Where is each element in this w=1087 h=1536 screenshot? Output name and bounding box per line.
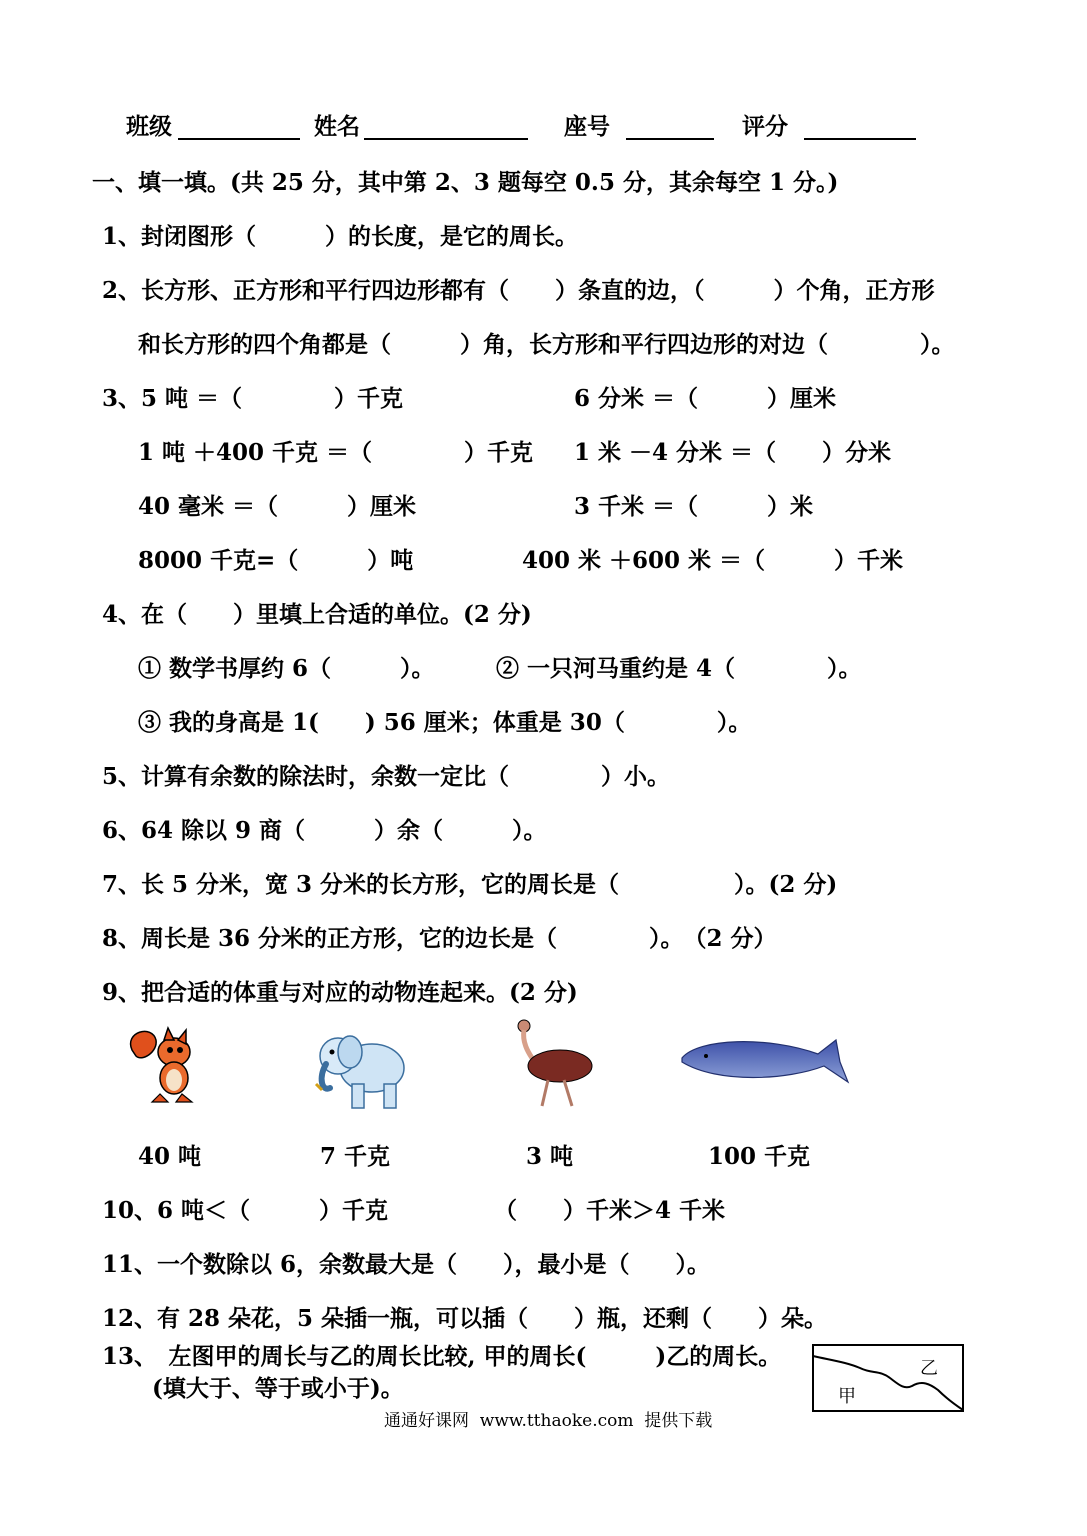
- question-8: 8、周长是 36 分米的正方形，它的边长是（ ）。 （2 分）: [102, 925, 777, 952]
- question-13-line2: (填大于、等于或小于)。: [152, 1375, 404, 1402]
- class-blank[interactable]: [178, 138, 300, 140]
- question-13-line1: 13、 左图甲的周长与乙的周长比较, 甲的周长( )乙的周长。: [102, 1343, 782, 1370]
- question-3e: 40 毫米 ＝（ ）厘米: [138, 493, 417, 520]
- question-2-line1: 2、长方形、正方形和平行四边形都有（ ）条直的边，（ ）个角，正方形: [102, 277, 935, 304]
- whale-icon: [678, 1032, 850, 1086]
- question-7: 7、长 5 分米，宽 3 分米的长方形，它的周长是（ ）。(2 分): [102, 871, 838, 898]
- question-3g: 8000 千克=（ ）吨: [138, 547, 414, 574]
- question-3f: 3 千米 ＝（ ）米: [574, 493, 814, 520]
- question-3d: 1 米 －4 分米 ＝（ ）分米: [574, 439, 892, 466]
- name-label: 姓名: [314, 113, 360, 140]
- question-4-2: ② 一只河马重约是 4（ ）。: [496, 655, 862, 682]
- question-4-3: ③ 我的身高是 1( ) 56 厘米；体重是 30（ ）。: [138, 709, 752, 736]
- score-label: 评分: [742, 113, 788, 140]
- figure-label-jia: 甲: [838, 1386, 856, 1407]
- perimeter-figure: [812, 1344, 964, 1412]
- question-9: 9、把合适的体重与对应的动物连起来。(2 分): [102, 979, 578, 1006]
- seat-label: 座号: [564, 113, 610, 140]
- elephant-icon: [308, 1022, 410, 1112]
- class-label: 班级: [126, 113, 172, 140]
- name-blank[interactable]: [364, 138, 528, 140]
- question-10b: （ ）千米＞4 千米: [494, 1197, 726, 1224]
- page-footer: 通通好课网 www.tthaoke.com 提供下载: [384, 1411, 713, 1431]
- question-2-line2: 和长方形的四个角都是（ ）角，长方形和平行四边形的对边（ ）。: [138, 331, 955, 358]
- weight-option: 40 吨: [138, 1143, 202, 1170]
- weight-option: 3 吨: [526, 1143, 574, 1170]
- question-3a: 3、5 吨 ＝（ ）千克: [102, 385, 404, 412]
- weight-option: 100 千克: [708, 1143, 811, 1170]
- question-4: 4、在（ ）里填上合适的单位。(2 分): [102, 601, 532, 628]
- figure-label-yi: 乙: [920, 1358, 938, 1379]
- question-3c: 1 吨 ＋400 千克 ＝（ ）千克: [138, 439, 534, 466]
- question-3h: 400 米 ＋600 米 ＝（ ）千米: [522, 547, 904, 574]
- squirrel-icon: [122, 1022, 206, 1106]
- question-3b: 6 分米 ＝（ ）厘米: [574, 385, 837, 412]
- seat-blank[interactable]: [626, 138, 714, 140]
- question-1: 1、封闭图形（ ）的长度，是它的周长。: [102, 223, 579, 250]
- question-10a: 10、6 吨＜（ ）千克: [102, 1197, 389, 1224]
- question-12: 12、有 28 朵花，5 朵插一瓶，可以插（ ）瓶，还剩（ ）朵。: [102, 1305, 828, 1332]
- question-11: 11、一个数除以 6，余数最大是（ ），最小是（ ）。: [102, 1251, 711, 1278]
- question-6: 6、64 除以 9 商（ ）余（ ）。: [102, 817, 547, 844]
- weight-option: 7 千克: [320, 1143, 391, 1170]
- score-blank[interactable]: [804, 138, 916, 140]
- question-4-1: ① 数学书厚约 6（ ）。: [138, 655, 435, 682]
- question-5: 5、计算有余数的除法时，余数一定比（ ）小。: [102, 763, 671, 790]
- section-title: 一、填一填。(共 25 分，其中第 2、3 题每空 0.5 分，其余每空 1 分。): [92, 169, 839, 196]
- ostrich-icon: [508, 1018, 604, 1110]
